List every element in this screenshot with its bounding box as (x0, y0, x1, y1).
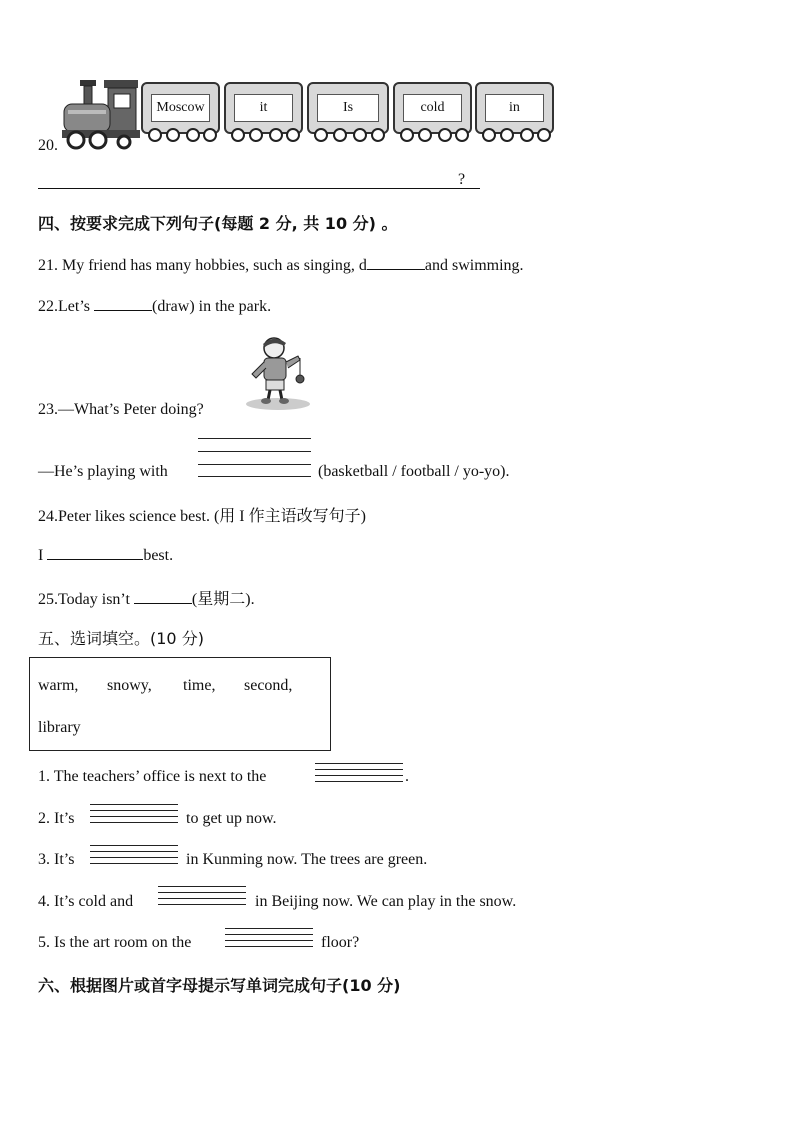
question-number-20: 20. (38, 137, 58, 154)
s5-item-5-blank[interactable] (225, 927, 313, 947)
wheel-icon (482, 128, 496, 142)
locomotive-icon (60, 78, 142, 150)
section-4-title: 四、按要求完成下列句子(每题 2 分, 共 10 分) 。 (38, 214, 398, 233)
s5-item-2-text-a: 2. It’s (38, 810, 75, 827)
wheel-icon (455, 128, 469, 142)
word-bank-word: warm, (38, 677, 79, 694)
q25-text-b: (星期二). (191, 591, 255, 608)
q24-answer-b: best. (143, 547, 174, 564)
s5-item-4-text-a: 4. It’s cold and (38, 893, 134, 910)
wheel-icon (333, 128, 347, 142)
q21-text-a: 21. My friend has many hobbies, such as singing, d (38, 257, 367, 274)
section-6-title: 六、根据图片或首字母提示写单词完成句子(10 分) (38, 976, 401, 995)
wheel-icon (537, 128, 551, 142)
train-word: Is (317, 94, 379, 122)
question-21 (38, 255, 524, 275)
wheel-icon (186, 128, 200, 142)
wheel-icon (500, 128, 514, 142)
s5-item-3 (38, 844, 518, 874)
q25-text-a: 25.Today isn’t (38, 591, 134, 608)
q22-text-a: 22.Let’s (38, 298, 94, 315)
q24-blank[interactable] (47, 545, 143, 560)
train-car-1 (141, 82, 220, 134)
q22-blank[interactable] (94, 296, 152, 311)
wheel-icon (231, 128, 245, 142)
q24-answer (38, 545, 173, 565)
wheel-icon (520, 128, 534, 142)
q23-answer-b: (basketball / football / yo-yo). (318, 463, 510, 480)
wheel-icon (148, 128, 162, 142)
s5-item-5 (38, 927, 458, 957)
s5-item-1-blank[interactable] (315, 762, 403, 782)
s5-item-4 (38, 885, 598, 915)
wheel-icon (400, 128, 414, 142)
word-bank-box (29, 657, 331, 751)
q24-prompt: 24.Peter likes science best. (用 I 作主语改写句子) (38, 508, 366, 525)
word-bank-word: time, (183, 677, 216, 694)
wheel-icon (314, 128, 328, 142)
q25-blank[interactable] (134, 589, 192, 604)
s5-item-2-blank[interactable] (90, 803, 178, 823)
word-bank-word: second, (244, 677, 293, 694)
word-bank-word: library (38, 719, 81, 736)
wheel-icon (249, 128, 263, 142)
s5-item-4-blank[interactable] (158, 885, 246, 905)
wheel-icon (438, 128, 452, 142)
s5-item-2-text-b: to get up now. (186, 810, 277, 827)
wheel-icon (203, 128, 217, 142)
wheel-icon (418, 128, 432, 142)
wheel-icon (166, 128, 180, 142)
train-word: cold (403, 94, 462, 122)
wheel-icon (286, 128, 300, 142)
question-25 (38, 586, 255, 609)
train-word: it (234, 94, 293, 122)
q21-text-b: and swimming. (424, 257, 524, 274)
wheel-icon (353, 128, 367, 142)
train-car-4 (393, 82, 472, 134)
s5-item-3-text-a: 3. It’s (38, 851, 75, 868)
train-car-3 (307, 82, 389, 134)
train-word: in (485, 94, 544, 122)
question-22 (38, 296, 271, 316)
train-car-5 (475, 82, 554, 134)
s5-item-3-text-b: in Kunming now. The trees are green. (186, 851, 428, 868)
q23-blank[interactable] (198, 436, 311, 480)
s5-item-2 (38, 803, 438, 833)
s5-item-4-text-b: in Beijing now. We can play in the snow. (255, 893, 517, 910)
section-5-title: 五、选词填空。(10 分) (38, 629, 204, 648)
wheel-icon (371, 128, 385, 142)
s5-item-5-text-a: 5. Is the art room on the (38, 934, 192, 951)
q20-question-mark: ? (458, 171, 466, 188)
train-car-2 (224, 82, 303, 134)
s5-item-5-text-b: floor? (321, 934, 360, 951)
s5-item-1 (38, 762, 438, 792)
train-word: Moscow (151, 94, 210, 122)
s5-item-1-text-a: 1. The teachers’ office is next to the (38, 768, 267, 785)
s5-item-1-text-b: . (405, 768, 409, 785)
q21-blank[interactable] (367, 255, 425, 270)
q24-answer-a: I (38, 547, 48, 564)
q23-answer-a: —He’s playing with (38, 463, 168, 480)
q20-answer-line[interactable] (38, 172, 480, 189)
word-bank-word: snowy, (107, 677, 152, 694)
s5-item-3-blank[interactable] (90, 844, 178, 864)
wheel-icon (269, 128, 283, 142)
boy-yoyo-illustration (244, 334, 314, 410)
q23-question: 23.—What’s Peter doing? (38, 401, 204, 418)
q22-text-b: (draw) in the park. (152, 298, 272, 315)
